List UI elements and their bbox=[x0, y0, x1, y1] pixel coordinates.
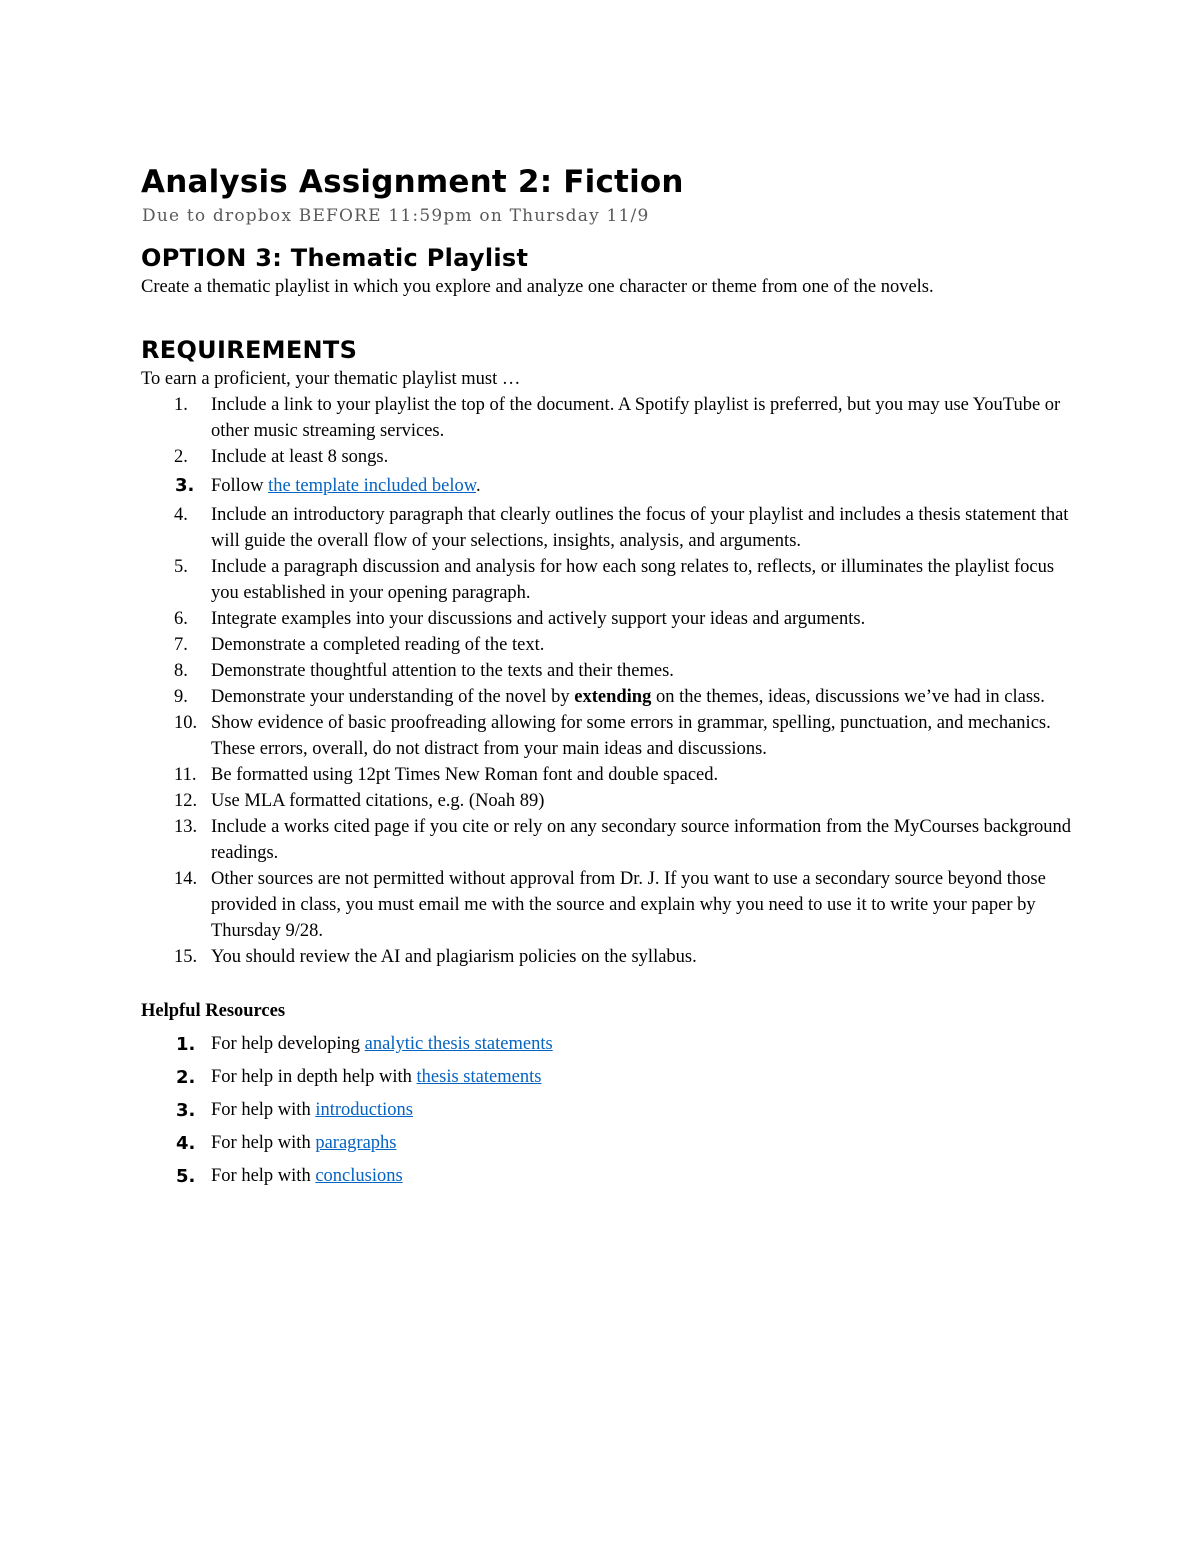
due-date-subtitle: Due to dropbox BEFORE 11:59pm on Thursday 11/9 bbox=[142, 206, 650, 226]
requirement-item bbox=[141, 866, 1071, 944]
resource-text: For help developing bbox=[211, 1034, 365, 1054]
list-number: 4. bbox=[176, 1133, 196, 1154]
requirement-text: Include a link to your playlist the top of the document. A Spotify playlist is preferred, but you may use YouTube or other music streaming services. bbox=[211, 395, 1061, 441]
list-number: 8. bbox=[174, 661, 188, 681]
resource-text: For help with bbox=[211, 1100, 316, 1120]
list-number: 3. bbox=[176, 1100, 196, 1121]
list-number: 5. bbox=[176, 1166, 196, 1187]
resource-item bbox=[141, 1127, 1071, 1160]
list-number: 9. bbox=[174, 687, 188, 707]
requirements-heading: REQUIREMENTS bbox=[141, 336, 358, 364]
list-number: 5. bbox=[174, 557, 188, 577]
requirement-item bbox=[141, 632, 1071, 658]
resource-item bbox=[141, 1160, 1071, 1193]
requirement-text: Include a works cited page if you cite or rely on any secondary source information from the MyCourses background readings. bbox=[211, 817, 1071, 863]
list-number: 14. bbox=[174, 869, 198, 889]
requirement-text: Other sources are not permitted without approval from Dr. J. If you want to use a secondary source beyond those provided in class, you must email me with the source and explain why you need to use it to write your paper by Thursday 9/28. bbox=[211, 869, 1046, 941]
analytic-thesis-link[interactable]: analytic thesis statements bbox=[364, 1034, 553, 1054]
list-number: 2. bbox=[176, 1067, 196, 1088]
paragraphs-link[interactable]: paragraphs bbox=[315, 1133, 397, 1153]
resource-text: For help with bbox=[211, 1133, 316, 1153]
requirement-text: Be formatted using 12pt Times New Roman font and double spaced. bbox=[211, 765, 719, 785]
requirement-item bbox=[141, 606, 1071, 632]
list-number: 7. bbox=[174, 635, 188, 655]
resources-heading: Helpful Resources bbox=[141, 1001, 286, 1021]
requirement-text-suffix: . bbox=[475, 476, 481, 496]
requirement-text-prefix: Demonstrate your understanding of the novel by bbox=[211, 687, 575, 707]
list-number: 11. bbox=[174, 765, 197, 785]
requirement-item bbox=[141, 444, 1071, 470]
requirement-item bbox=[141, 684, 1071, 710]
requirement-text-bold: extending bbox=[574, 687, 652, 707]
requirement-item bbox=[141, 944, 1071, 970]
resource-text: For help in depth help with bbox=[211, 1067, 417, 1087]
resource-text: For help with bbox=[211, 1166, 316, 1186]
introductions-link[interactable]: introductions bbox=[315, 1100, 413, 1120]
requirement-text: Include an introductory paragraph that clearly outlines the focus of your playlist and includes a thesis statement that will guide the overall flow of your selections, insights, analysis, and arguments. bbox=[211, 505, 1069, 551]
template-link[interactable]: the template included below bbox=[268, 476, 476, 496]
requirement-item bbox=[141, 788, 1071, 814]
resources-list bbox=[141, 1028, 1071, 1193]
requirement-text: You should review the AI and plagiarism policies on the syllabus. bbox=[211, 947, 697, 967]
list-number: 1. bbox=[174, 395, 188, 415]
list-number: 4. bbox=[174, 505, 188, 525]
resource-item bbox=[141, 1061, 1071, 1094]
requirements-list bbox=[141, 392, 1071, 970]
requirement-text: Integrate examples into your discussions and actively support your ideas and arguments. bbox=[211, 609, 866, 629]
document-page bbox=[141, 160, 1071, 1193]
requirements-intro: To earn a proficient, your thematic playlist must … bbox=[141, 369, 521, 389]
list-number: 1. bbox=[176, 1034, 196, 1055]
resource-item bbox=[141, 1028, 1071, 1061]
requirement-item bbox=[141, 710, 1071, 762]
option-heading: OPTION 3: Thematic Playlist bbox=[141, 244, 529, 272]
resource-item bbox=[141, 1094, 1071, 1127]
requirement-item bbox=[141, 554, 1071, 606]
list-number: 15. bbox=[174, 947, 198, 967]
requirement-text-prefix: Follow bbox=[211, 476, 269, 496]
list-number: 2. bbox=[174, 447, 188, 467]
requirement-text: Demonstrate thoughtful attention to the texts and their themes. bbox=[211, 661, 674, 681]
requirement-text: Include a paragraph discussion and analysis for how each song relates to, reflects, or illuminates the playlist focus you established in your opening paragraph. bbox=[211, 557, 1055, 603]
conclusions-link[interactable]: conclusions bbox=[315, 1166, 403, 1186]
requirement-text: Demonstrate a completed reading of the text. bbox=[211, 635, 545, 655]
list-number: 12. bbox=[174, 791, 198, 811]
list-number: 13. bbox=[174, 817, 198, 837]
requirement-text: Include at least 8 songs. bbox=[211, 447, 389, 467]
list-number: 6. bbox=[174, 609, 188, 629]
requirement-item bbox=[141, 658, 1071, 684]
requirement-item bbox=[141, 392, 1071, 444]
requirement-item bbox=[141, 762, 1071, 788]
requirement-item bbox=[141, 470, 1071, 502]
requirement-item bbox=[141, 814, 1071, 866]
requirement-text-suffix: on the themes, ideas, discussions we’ve had in class. bbox=[651, 687, 1045, 707]
requirement-text: Use MLA formatted citations, e.g. (Noah 89) bbox=[211, 791, 545, 811]
list-number: 3. bbox=[175, 475, 195, 496]
requirement-text: Show evidence of basic proofreading allowing for some errors in grammar, spelling, punctuation, and mechanics. These errors, overall, do not distract from your main ideas and discussions. bbox=[211, 713, 1051, 759]
option-description: Create a thematic playlist in which you explore and analyze one character or theme from one of the novels. bbox=[141, 277, 934, 297]
requirement-item bbox=[141, 502, 1071, 554]
list-number: 10. bbox=[174, 713, 198, 733]
thesis-statements-link[interactable]: thesis statements bbox=[416, 1067, 542, 1087]
page-title: Analysis Assignment 2: Fiction bbox=[141, 164, 684, 200]
